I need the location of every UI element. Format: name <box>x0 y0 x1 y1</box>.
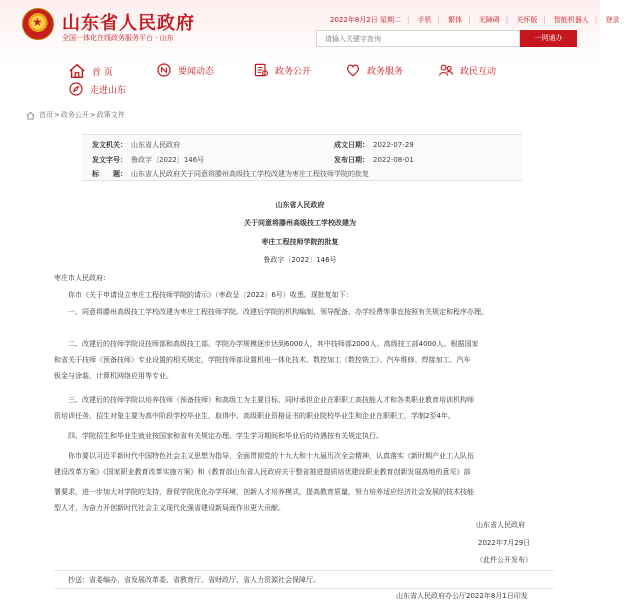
doc-para-6-line2: 建设改革方案》《国家职业教育改革实施方案》和《教育部山东省人民政府关于整省推进提质培优建设职业教育创新发展高地的意见》部 <box>54 468 471 476</box>
doc-org: 山东省人民政府 <box>275 201 325 209</box>
info-docno: 发文字号： 鲁政字〔2022〕146号 <box>92 156 205 164</box>
doc-para-5: 四、学院招生和毕业生就业按国家和省有关规定办理。学生学习期间和毕业后的待遇按有关规定执行。 <box>68 432 383 440</box>
link-mobile[interactable]: 手机 <box>417 16 432 24</box>
doc-para-3-line2: 和省关于技师（预备技师）专业设置的相关规定，学院技师部设置机电一体化技术、数控加工（数控铣工）、汽车维修、焊接加工、汽车 <box>54 356 471 364</box>
nav-news[interactable]: 要闻动态 <box>156 62 214 78</box>
doc-para-6-line3: 署要求，进一步加大对学院的支持，督促学院优化办学环境，创新人才培养模式，提高教育质量，努力培养适应经济社会发展的技术技能 <box>54 488 474 496</box>
breadcrumb-open-gov[interactable]: 政务公开 <box>60 111 89 119</box>
nav-interaction[interactable]: 政民互动 <box>438 62 496 78</box>
nav-explore[interactable]: 走进山东 <box>68 81 126 97</box>
nav-open-gov[interactable]: 政务公开 <box>253 62 311 78</box>
doc-title-line2: 枣庄工程技师学院的批复 <box>261 238 339 246</box>
doc-public-note: （此件公开发布） <box>476 556 532 564</box>
home-small-icon <box>26 111 35 120</box>
breadcrumb-home[interactable]: 首页 <box>39 111 53 119</box>
divider-top <box>54 570 554 571</box>
home-icon <box>68 62 86 80</box>
link-traditional[interactable]: 繁体 <box>448 16 463 24</box>
site-subtitle: 全国一体化在线政务服务平台 · 山东 <box>62 34 174 42</box>
nav-service[interactable]: 政务服务 <box>345 62 403 78</box>
site-title[interactable]: 山东省人民政府 <box>62 13 195 34</box>
service-icon <box>345 62 361 78</box>
doc-para-4-line1: 三、改建后的技师学院以培养技师（预备技师）和高级工为主要目标，同时承担企业在职职工高技能人才和各类职业教育培训机构师 <box>68 396 474 404</box>
doc-para-4-line2: 资培训任务。招生对象主要为高中阶段学校毕业生，取得中、高级职业资格证书的职业院校毕业生和企业在职职工，学制2至4年。 <box>54 412 455 420</box>
breadcrumb: 首页 > 政务公开 > 政策文件 <box>26 110 125 120</box>
one-stop-button[interactable]: 一网通办 <box>520 30 577 47</box>
search-input[interactable] <box>316 30 520 47</box>
nav-home[interactable]: 首 页 <box>68 62 113 80</box>
open-gov-icon <box>253 62 269 78</box>
divider-bottom <box>54 588 554 589</box>
info-publish-date: 发布日期： 2022-08-01 <box>334 156 414 164</box>
link-login[interactable]: 登录 <box>605 16 620 24</box>
doc-para-6-line4: 型人才，为奋力开创新时代社会主义现代化强省建设新局面作出更大贡献。 <box>54 504 285 512</box>
doc-title-line1: 关于同意将滕州高级技工学校改建为 <box>244 219 356 227</box>
doc-sign-org: 山东省人民政府 <box>476 521 525 529</box>
doc-para-3-line3: 钣金与涂装、计算机网络应用等专业。 <box>54 372 173 380</box>
date-text: 2022年8月2日 星期二 <box>330 16 401 24</box>
doc-addressee: 枣庄市人民政府： <box>54 274 110 282</box>
doc-para-3-line1: 二、改建后的技师学院设技师部和高级技工部。学院办学规模逐步达到6000人，其中技师部2000人、高级技工部4000人。根据国家 <box>68 340 479 348</box>
breadcrumb-policy[interactable]: 政策文件 <box>96 111 125 119</box>
doc-number: 鲁政字〔2022〕146号 <box>263 256 337 264</box>
explore-icon <box>68 81 84 97</box>
link-robot[interactable]: 智能机器人 <box>553 16 589 24</box>
info-title: 标 题： 山东省人民政府关于同意将滕州高级技工学校改建为枣庄工程技师学院的批复 <box>92 170 369 178</box>
info-written-date: 成文日期： 2022-07-29 <box>334 141 414 149</box>
doc-sign-date: 2022年7月29日 <box>478 539 531 547</box>
link-accessibility[interactable]: 无障碍 <box>478 16 500 24</box>
news-icon <box>156 62 172 78</box>
info-issuer: 发文机关： 山东省人民政府 <box>92 141 180 149</box>
doc-para-2: 一、同意将滕州高级技工学校改建为枣庄工程技师学院。改建后学院的机构编制、领导配备、办学经费等事宜按照有关规定和程序办理。 <box>68 308 488 316</box>
doc-cc: 抄送：省委编办，省发展改革委、省教育厅、省财政厅、省人力资源社会保障厅。 <box>68 576 320 584</box>
doc-para-1: 你市《关于申请设立枣庄工程技师学院的请示》（枣政呈〔2022〕6号）收悉。现批复如下： <box>68 291 353 299</box>
doc-print-note: 山东省人民政府办公厅2022年8月1日印发 <box>396 592 528 600</box>
link-care-mode[interactable]: 关怀版 <box>516 16 538 24</box>
doc-para-6-line1: 你市要以习近平新时代中国特色社会主义思想为指导，全面贯彻党的十九大和十九届历次全会精神，认真落实《新时期产业工人队伍 <box>68 452 474 460</box>
top-links: 2022年8月2日 星期二 | 手机 | 繁体 | 无障碍 | 关怀版 | 智能机器人 | 登录 <box>330 16 620 24</box>
interaction-icon <box>438 62 454 78</box>
national-emblem-icon <box>22 8 54 40</box>
